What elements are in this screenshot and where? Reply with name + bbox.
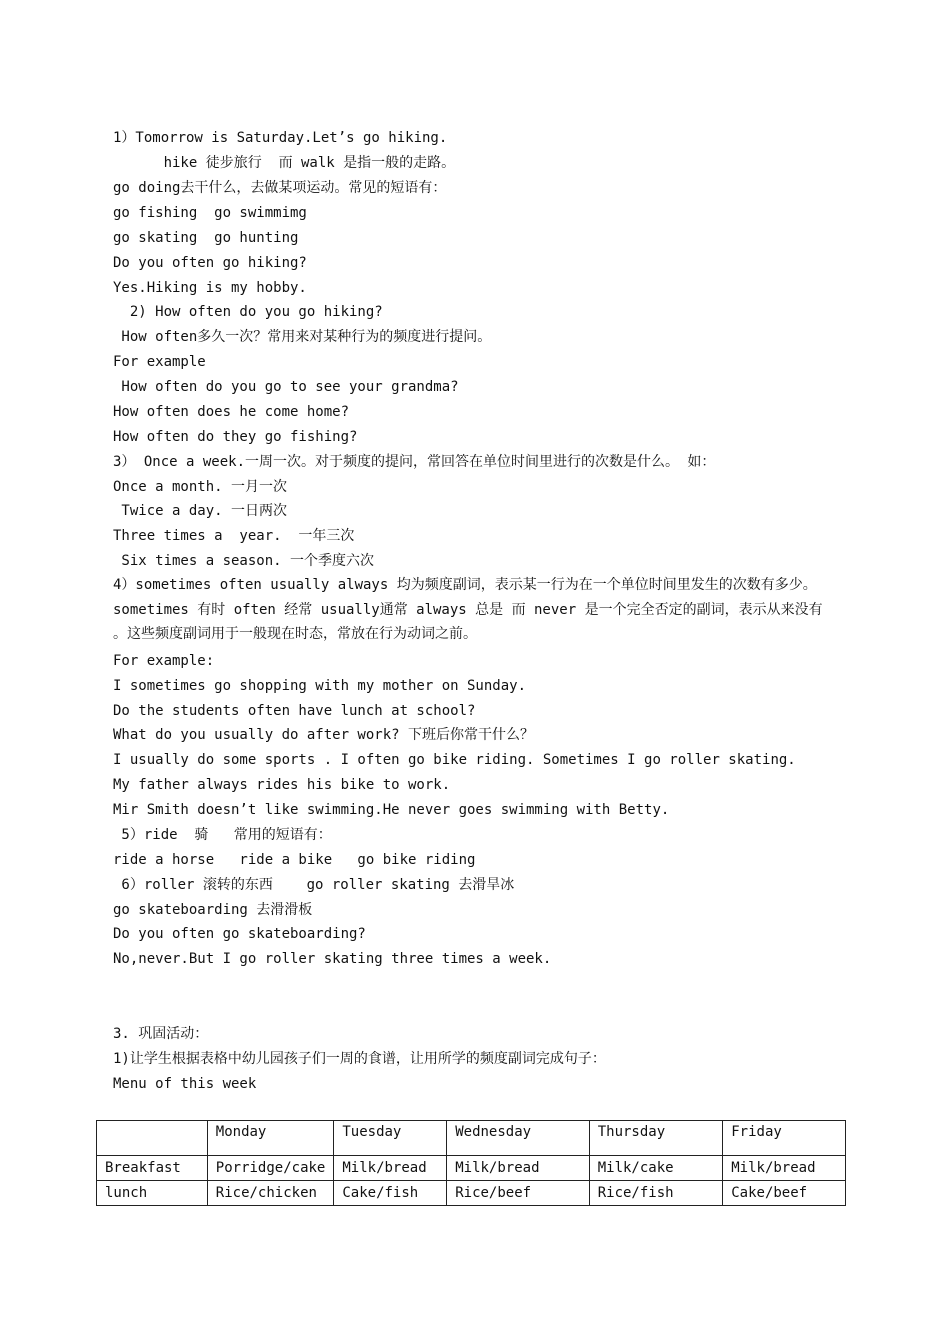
text-line: Do you often go hiking? bbox=[113, 255, 307, 271]
text-line: How often多久一次？常用来对某种行为的频度进行提问。 bbox=[113, 329, 492, 345]
text-line: Do the students often have lunch at school? bbox=[113, 703, 476, 719]
text-line: go skating go hunting bbox=[113, 230, 299, 246]
text-line: Yes.Hiking is my hobby. bbox=[113, 280, 307, 296]
text-line: What do you usually do after work? 下班后你常干什么？ bbox=[113, 727, 535, 743]
text-line: How often do you go to see your grandma? bbox=[113, 379, 459, 395]
text-line: 3） Once a week.一周一次。对于频度的提问，常回答在单位时间里进行的次数是什么。 如： bbox=[113, 454, 716, 470]
text-line: I sometimes go shopping with my mother on Sunday. bbox=[113, 678, 527, 694]
text-line: go doing去干什么，去做某项运动。常见的短语有： bbox=[113, 180, 447, 196]
text-line: go fishing go swimmimg bbox=[113, 205, 307, 221]
table-cell: Milk/bread bbox=[723, 1156, 846, 1181]
table-cell: Breakfast bbox=[97, 1156, 208, 1181]
table-cell: Cake/fish bbox=[334, 1181, 447, 1206]
menu-table bbox=[96, 1120, 846, 1206]
text-line: No,never.But I go roller skating three times a week. bbox=[113, 951, 552, 967]
table-cell: Porridge/cake bbox=[207, 1156, 334, 1181]
text-line: hike 徒步旅行 而 walk 是指一般的走路。 bbox=[113, 155, 456, 171]
table-cell: Milk/bread bbox=[334, 1156, 447, 1181]
text-line: I usually do some sports . I often go bike riding. Sometimes I go roller skating. bbox=[113, 752, 796, 768]
text-line: 2) How often do you go hiking? bbox=[113, 304, 383, 320]
header-cell: Wednesday bbox=[447, 1121, 590, 1156]
table-cell: lunch bbox=[97, 1181, 208, 1206]
header-cell: Tuesday bbox=[334, 1121, 447, 1156]
header-cell: Friday bbox=[723, 1121, 846, 1156]
text-line: 5）ride 骑 常用的短语有： bbox=[113, 827, 332, 843]
text-line: How often do they go fishing? bbox=[113, 429, 358, 445]
text-line: Once a month. 一月一次 bbox=[113, 479, 288, 495]
text-line: ride a horse ride a bike go bike riding bbox=[113, 852, 476, 868]
table-cell: Milk/bread bbox=[447, 1156, 590, 1181]
header-cell bbox=[97, 1121, 208, 1156]
table-cell: Rice/chicken bbox=[207, 1181, 334, 1206]
text-line: Six times a season. 一个季度六次 bbox=[113, 553, 375, 569]
section-heading: 3. 巩固活动： bbox=[113, 1026, 209, 1042]
header-cell: Monday bbox=[207, 1121, 334, 1156]
text-line: go skateboarding 去滑滑板 bbox=[113, 902, 313, 918]
text-line: 1)让学生根据表格中幼儿园孩子们一周的食谱，让用所学的频度副词完成句子： bbox=[113, 1051, 606, 1067]
table-row bbox=[97, 1181, 846, 1206]
table-cell: Milk/cake bbox=[589, 1156, 723, 1181]
table-cell: Cake/beef bbox=[723, 1181, 846, 1206]
text-line: 1）Tomorrow is Saturday.Let’s go hiking. bbox=[113, 130, 448, 146]
text-line: For example bbox=[113, 354, 206, 370]
table-header-row bbox=[97, 1121, 846, 1156]
header-cell: Thursday bbox=[589, 1121, 723, 1156]
table-caption: Menu of this week bbox=[113, 1076, 257, 1092]
paragraph: 4）sometimes often usually always 均为频度副词，表示某一行为在一个单位时间里发生的次数有多少。sometimes 有时 often 经常 usually通常 always 总是 而 never 是一个完全否定的副词，表示从来没有 。这些频度副词用于一般现在时态，常放在行为动词之前。 bbox=[113, 577, 823, 642]
text-line: Three times a year. 一年三次 bbox=[113, 528, 355, 544]
table-cell: Rice/beef bbox=[447, 1181, 590, 1206]
text-line: Do you often go skateboarding? bbox=[113, 926, 366, 942]
text-line: My father always rides his bike to work. bbox=[113, 777, 451, 793]
text-line: Mir Smith doesn’t like swimming.He never goes swimming with Betty. bbox=[113, 802, 670, 818]
text-line: For example: bbox=[113, 653, 215, 669]
table-row bbox=[97, 1156, 846, 1181]
table-cell: Rice/fish bbox=[589, 1181, 723, 1206]
text-line: How often does he come home? bbox=[113, 404, 350, 420]
text-line: 6）roller 滚转的东西 go roller skating 去滑旱冰 bbox=[113, 877, 515, 893]
text-line: Twice a day. 一日两次 bbox=[113, 503, 288, 519]
